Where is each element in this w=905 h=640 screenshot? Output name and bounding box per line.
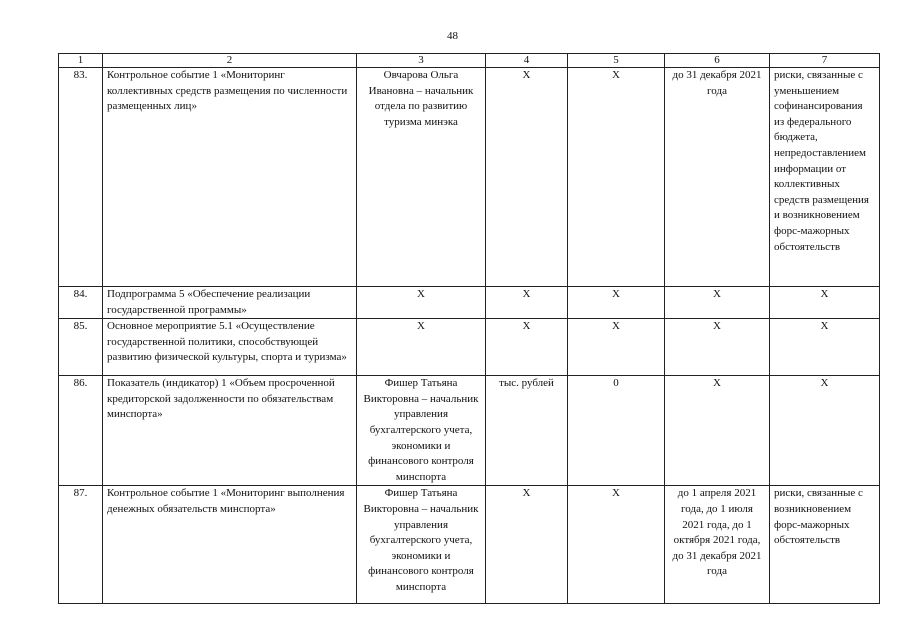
header-row [59,54,880,68]
table-row [59,68,880,287]
row-deadline: Х [665,319,770,376]
row-value: 0 [568,376,665,486]
row-name: Контрольное событие 1 «Мониторинг коллективных средств размещения по численности размещенных лиц» [103,68,357,287]
row-deadline: Х [665,287,770,319]
row-risks: Х [770,319,880,376]
row-risks: Х [770,287,880,319]
header-col-5: 5 [568,54,665,68]
row-name: Контрольное событие 1 «Мониторинг выполнения денежных обязательств минспорта» [103,486,357,604]
row-responsible: Фишер Татьяна Викторовна – начальник управления бухгалтерского учета, экономики и финансового контроля минспорта [357,376,486,486]
header-col-7: 7 [770,54,880,68]
table-row [59,486,880,604]
program-table [58,53,880,604]
header-col-6: 6 [665,54,770,68]
row-responsible: Фишер Татьяна Викторовна – начальник управления бухгалтерского учета, экономики и финансового контроля минспорта [357,486,486,604]
header-col-3: 3 [357,54,486,68]
table-row [59,319,880,376]
row-unit: Х [486,319,568,376]
header-col-2: 2 [103,54,357,68]
row-risks: Х [770,376,880,486]
row-value: Х [568,68,665,287]
row-unit: тыс. рублей [486,376,568,486]
row-number: 86. [59,376,103,486]
row-unit: Х [486,287,568,319]
page-number: 48 [447,30,458,42]
row-number: 85. [59,319,103,376]
row-number: 87. [59,486,103,604]
row-responsible: Х [357,287,486,319]
header-col-4: 4 [486,54,568,68]
row-unit: Х [486,68,568,287]
row-deadline: до 1 апреля 2021 года, до 1 июля 2021 года, до 1 октября 2021 года, до 31 декабря 2021 года [665,486,770,604]
row-responsible: Овчарова Ольга Ивановна – начальник отдела по развитию туризма минэка [357,68,486,287]
row-value: Х [568,319,665,376]
header-col-1: 1 [59,54,103,68]
row-value: Х [568,486,665,604]
row-deadline: до 31 декабря 2021 года [665,68,770,287]
row-value: Х [568,287,665,319]
row-number: 83. [59,68,103,287]
row-unit: Х [486,486,568,604]
row-risks: риски, связанные с возникновением форс-мажорных обстоятельств [770,486,880,604]
row-number: 84. [59,287,103,319]
row-deadline: Х [665,376,770,486]
table-row [59,376,880,486]
row-responsible: Х [357,319,486,376]
table-row [59,287,880,319]
row-risks: риски, связанные с уменьшением софинансирования из федерального бюджета, непредоставлением информации от коллективных средств размещения и возникновением форс-мажорных обстоятельств [770,68,880,287]
row-name: Показатель (индикатор) 1 «Объем просроченной кредиторской задолженности по обязательствам минспорта» [103,376,357,486]
row-name: Подпрограмма 5 «Обеспечение реализации государственной программы» [103,287,357,319]
row-name: Основное мероприятие 5.1 «Осуществление государственной политики, способствующей развитию физической культуры, спорта и туризма» [103,319,357,376]
